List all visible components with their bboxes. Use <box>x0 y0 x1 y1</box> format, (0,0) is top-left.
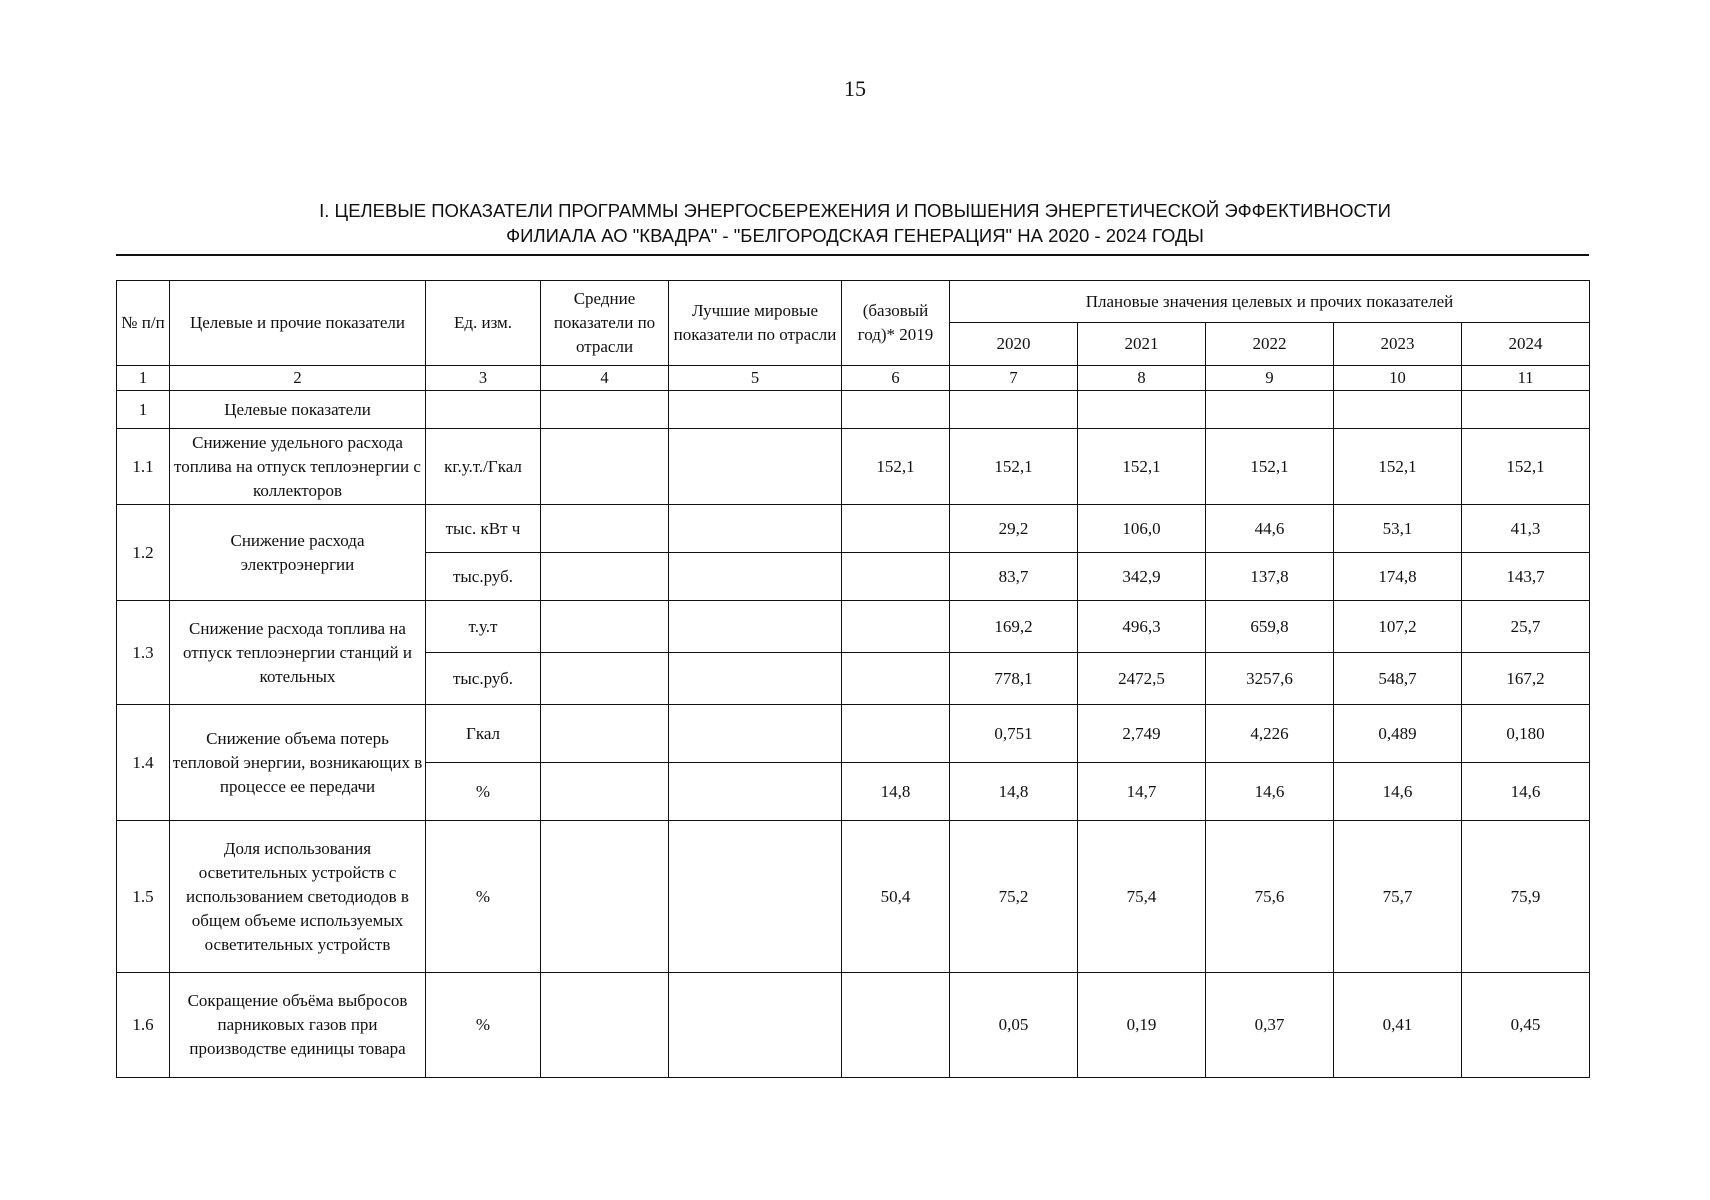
header-year: 2020 <box>950 323 1078 366</box>
planned-value: 0,41 <box>1334 973 1462 1078</box>
header-planned-values: Плановые значения целевых и прочих показателей <box>950 281 1590 323</box>
industry-average-cell <box>541 705 669 763</box>
table-row <box>117 973 1590 1078</box>
row-number: 1.4 <box>117 705 170 821</box>
title-line-1: I. ЦЕЛЕВЫЕ ПОКАЗАТЕЛИ ПРОГРАММЫ ЭНЕРГОСБЕРЕЖЕНИЯ И ПОВЫШЕНИЯ ЭНЕРГЕТИЧЕСКОЙ ЭФФЕКТИВНОСТИ <box>319 200 1391 221</box>
base-year-value <box>842 505 950 553</box>
table-row <box>117 505 1590 553</box>
base-year-value: 50,4 <box>842 821 950 973</box>
unit-cell: кг.у.т./Гкал <box>426 429 541 505</box>
indicator-name: Снижение объема потерь тепловой энергии, возникающих в процессе ее передачи <box>170 705 426 821</box>
planned-value: 169,2 <box>950 601 1078 653</box>
column-number: 5 <box>669 366 842 391</box>
planned-value: 14,6 <box>1206 763 1334 821</box>
planned-value: 14,6 <box>1462 763 1590 821</box>
planned-value: 75,4 <box>1078 821 1206 973</box>
indicator-name: Снижение удельного расхода топлива на отпуск теплоэнергии с коллекторов <box>170 429 426 505</box>
indicator-name: Снижение расхода электроэнергии <box>170 505 426 601</box>
header-base-year: (базовый год)* 2019 <box>842 281 950 366</box>
industry-average-cell <box>541 553 669 601</box>
industry-average-cell <box>541 973 669 1078</box>
world-best-cell <box>669 429 842 505</box>
header-year: 2023 <box>1334 323 1462 366</box>
section-title: Целевые показатели <box>170 391 426 429</box>
planned-value: 659,8 <box>1206 601 1334 653</box>
industry-average-cell <box>541 429 669 505</box>
header-industry-average: Средние показатели по отрасли <box>541 281 669 366</box>
empty-cell <box>1334 391 1462 429</box>
planned-value: 29,2 <box>950 505 1078 553</box>
unit-cell: тыс. кВт ч <box>426 505 541 553</box>
planned-value: 152,1 <box>1078 429 1206 505</box>
row-number: 1.2 <box>117 505 170 601</box>
base-year-value: 14,8 <box>842 763 950 821</box>
world-best-cell <box>669 601 842 653</box>
planned-value: 496,3 <box>1078 601 1206 653</box>
empty-cell <box>426 391 541 429</box>
planned-value: 0,19 <box>1078 973 1206 1078</box>
planned-value: 41,3 <box>1462 505 1590 553</box>
header-year: 2021 <box>1078 323 1206 366</box>
planned-value: 152,1 <box>950 429 1078 505</box>
planned-value: 174,8 <box>1334 553 1462 601</box>
planned-value: 83,7 <box>950 553 1078 601</box>
planned-value: 342,9 <box>1078 553 1206 601</box>
planned-value: 167,2 <box>1462 653 1590 705</box>
empty-cell <box>1078 391 1206 429</box>
world-best-cell <box>669 553 842 601</box>
table-row <box>117 821 1590 973</box>
column-number: 9 <box>1206 366 1334 391</box>
industry-average-cell <box>541 601 669 653</box>
header-unit: Ед. изм. <box>426 281 541 366</box>
planned-value: 14,6 <box>1334 763 1462 821</box>
planned-value: 14,8 <box>950 763 1078 821</box>
planned-value: 152,1 <box>1206 429 1334 505</box>
base-year-value <box>842 601 950 653</box>
column-number: 10 <box>1334 366 1462 391</box>
unit-cell: тыс.руб. <box>426 653 541 705</box>
planned-value: 75,6 <box>1206 821 1334 973</box>
header-year: 2022 <box>1206 323 1334 366</box>
indicators-table <box>116 280 1590 1078</box>
table-row <box>117 601 1590 653</box>
world-best-cell <box>669 653 842 705</box>
page-number: 15 <box>844 76 866 101</box>
planned-value: 75,9 <box>1462 821 1590 973</box>
industry-average-cell <box>541 653 669 705</box>
column-number: 11 <box>1462 366 1590 391</box>
world-best-cell <box>669 973 842 1078</box>
unit-cell: тыс.руб. <box>426 553 541 601</box>
column-number: 2 <box>170 366 426 391</box>
empty-cell <box>541 391 669 429</box>
base-year-value: 152,1 <box>842 429 950 505</box>
planned-value: 25,7 <box>1462 601 1590 653</box>
column-number: 7 <box>950 366 1078 391</box>
row-number: 1.6 <box>117 973 170 1078</box>
planned-value: 143,7 <box>1462 553 1590 601</box>
title-line-2: ФИЛИАЛА АО "КВАДРА" - "БЕЛГОРОДСКАЯ ГЕНЕРАЦИЯ" НА 2020 - 2024 ГОДЫ <box>506 225 1204 246</box>
base-year-value <box>842 705 950 763</box>
world-best-cell <box>669 763 842 821</box>
planned-value: 2472,5 <box>1078 653 1206 705</box>
empty-cell <box>842 391 950 429</box>
empty-cell <box>950 391 1078 429</box>
base-year-value <box>842 553 950 601</box>
header-num: № п/п <box>117 281 170 366</box>
column-number: 4 <box>541 366 669 391</box>
section-number: 1 <box>117 391 170 429</box>
table-row <box>117 429 1590 505</box>
column-number: 8 <box>1078 366 1206 391</box>
unit-cell: % <box>426 821 541 973</box>
row-number: 1.3 <box>117 601 170 705</box>
unit-cell: % <box>426 973 541 1078</box>
empty-cell <box>669 391 842 429</box>
title-rule <box>116 254 1589 256</box>
unit-cell: т.у.т <box>426 601 541 653</box>
planned-value: 2,749 <box>1078 705 1206 763</box>
empty-cell <box>1206 391 1334 429</box>
row-number: 1.5 <box>117 821 170 973</box>
planned-value: 0,489 <box>1334 705 1462 763</box>
world-best-cell <box>669 821 842 973</box>
unit-cell: % <box>426 763 541 821</box>
industry-average-cell <box>541 763 669 821</box>
column-number: 6 <box>842 366 950 391</box>
industry-average-cell <box>541 505 669 553</box>
planned-value: 53,1 <box>1334 505 1462 553</box>
unit-cell: Гкал <box>426 705 541 763</box>
planned-value: 137,8 <box>1206 553 1334 601</box>
planned-value: 107,2 <box>1334 601 1462 653</box>
header-year: 2024 <box>1462 323 1590 366</box>
indicator-name: Сокращение объёма выбросов парниковых газов при производстве единицы товара <box>170 973 426 1078</box>
base-year-value <box>842 653 950 705</box>
column-number: 1 <box>117 366 170 391</box>
planned-value: 75,2 <box>950 821 1078 973</box>
planned-value: 75,7 <box>1334 821 1462 973</box>
indicator-name: Снижение расхода топлива на отпуск теплоэнергии станций и котельных <box>170 601 426 705</box>
world-best-cell <box>669 505 842 553</box>
planned-value: 152,1 <box>1334 429 1462 505</box>
document-title <box>0 198 1710 248</box>
planned-value: 4,226 <box>1206 705 1334 763</box>
row-number: 1.1 <box>117 429 170 505</box>
planned-value: 106,0 <box>1078 505 1206 553</box>
header-indicator: Целевые и прочие показатели <box>170 281 426 366</box>
planned-value: 0,37 <box>1206 973 1334 1078</box>
industry-average-cell <box>541 821 669 973</box>
column-number: 3 <box>426 366 541 391</box>
indicator-name: Доля использования осветительных устройств с использованием светодиодов в общем объеме используемых осветительных устройств <box>170 821 426 973</box>
empty-cell <box>1462 391 1590 429</box>
table-row <box>117 705 1590 763</box>
planned-value: 548,7 <box>1334 653 1462 705</box>
planned-value: 44,6 <box>1206 505 1334 553</box>
planned-value: 0,45 <box>1462 973 1590 1078</box>
planned-value: 778,1 <box>950 653 1078 705</box>
planned-value: 0,180 <box>1462 705 1590 763</box>
world-best-cell <box>669 705 842 763</box>
planned-value: 14,7 <box>1078 763 1206 821</box>
planned-value: 0,05 <box>950 973 1078 1078</box>
header-world-best: Лучшие мировые показатели по отрасли <box>669 281 842 366</box>
planned-value: 0,751 <box>950 705 1078 763</box>
base-year-value <box>842 973 950 1078</box>
planned-value: 152,1 <box>1462 429 1590 505</box>
planned-value: 3257,6 <box>1206 653 1334 705</box>
